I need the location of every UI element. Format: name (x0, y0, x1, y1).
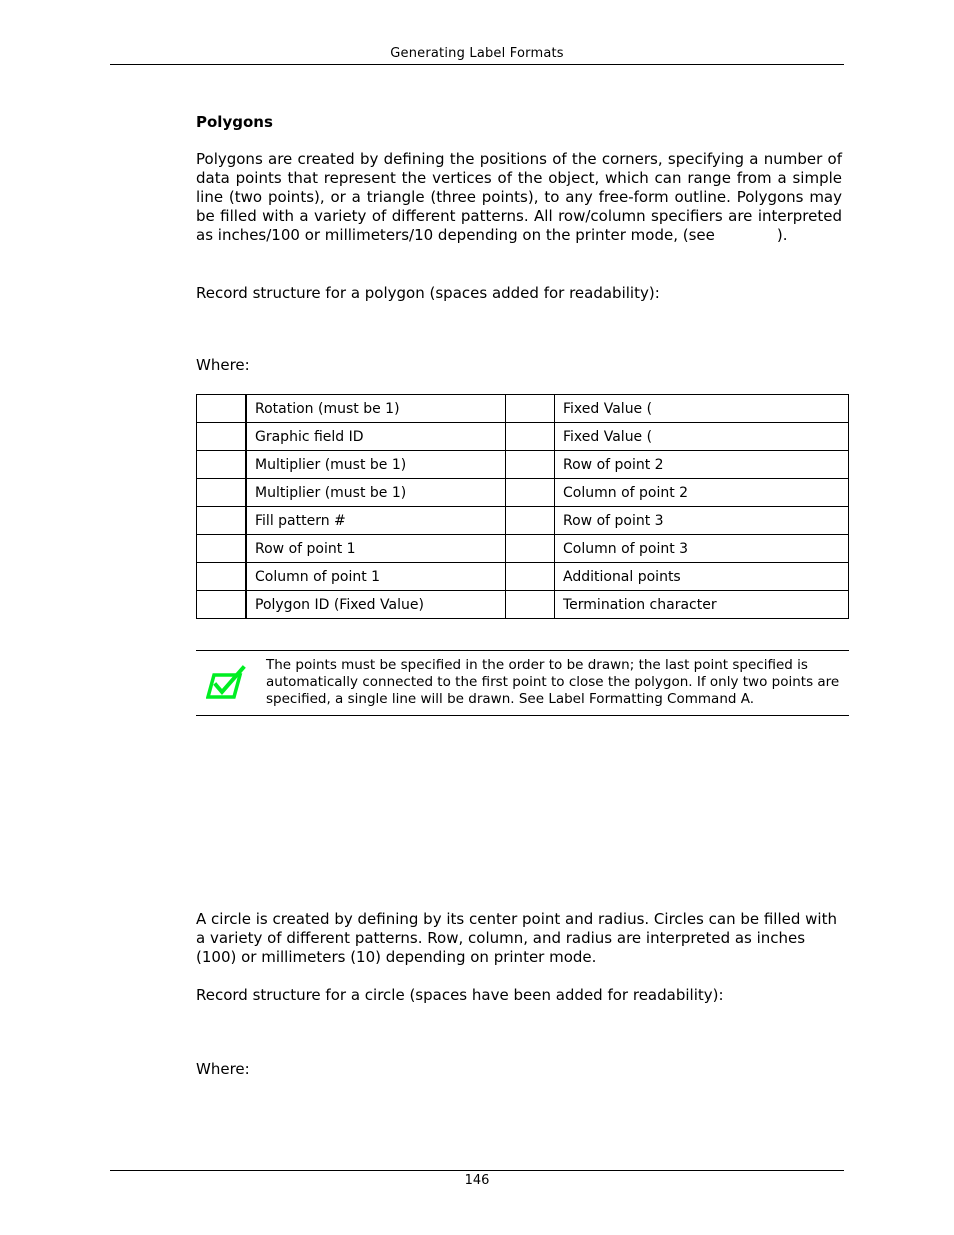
field-code-cell (506, 507, 555, 535)
table-row (197, 507, 849, 535)
field-code-cell (506, 535, 555, 563)
field-description: Fixed Value ( (555, 423, 849, 451)
polygon-where-label: Where: (196, 356, 250, 374)
field-code-cell (506, 591, 555, 619)
field-code-cell (197, 479, 247, 507)
checkbox-check-icon (206, 665, 246, 699)
footer-rule (110, 1170, 844, 1171)
page-number: 146 (464, 1173, 490, 1188)
field-description: Fill pattern # (246, 507, 506, 535)
field-description: Column of point 2 (555, 479, 849, 507)
field-description: Row of point 1 (246, 535, 506, 563)
polygon-intro-end: ). (776, 226, 788, 244)
field-code-cell (197, 507, 247, 535)
field-description: Polygon ID (Fixed Value) (246, 591, 506, 619)
circle-record-structure: Record structure for a circle (spaces have been added for readability): (196, 986, 724, 1004)
table-row (197, 535, 849, 563)
field-code-cell (197, 451, 247, 479)
header-rule (110, 64, 844, 65)
table-row (197, 479, 849, 507)
table-row (197, 591, 849, 619)
field-description: Column of point 1 (246, 563, 506, 591)
field-description: Fixed Value ( (555, 395, 849, 423)
field-code-cell (506, 423, 555, 451)
polygon-intro-paragraph (196, 150, 842, 245)
polygon-record-structure: Record structure for a polygon (spaces added for readability): (196, 284, 660, 302)
field-description: Row of point 2 (555, 451, 849, 479)
field-code-cell (197, 395, 247, 423)
note-box (196, 650, 849, 716)
table-row (197, 451, 849, 479)
page-header-title: Generating Label Formats (390, 46, 564, 61)
section-heading: Polygons (196, 113, 273, 131)
field-description: Graphic field ID (246, 423, 506, 451)
field-code-cell (197, 423, 247, 451)
field-code-cell (506, 395, 555, 423)
table-row (197, 395, 849, 423)
circle-where-label: Where: (196, 1060, 250, 1078)
field-code-cell (506, 451, 555, 479)
circle-intro-paragraph: A circle is created by defining by its center point and radius. Circles can be filled with a variety of different patterns. Row, column, and radius are interpreted as inches (100) or millimeters (10) depending on printer mode. (196, 910, 837, 966)
polygon-intro-text: Polygons are created by defining the positions of the corners, specifying a number of data points that represent the vertices of the object, which can range from a simple line (two points), or a triangle (three points), to any free-form outline. Polygons may be filled with a variety of different patterns. All row/column specifiers are interpreted as inches/100 or millimeters/10 depending on the printer mode, (see (196, 150, 842, 244)
field-description: Row of point 3 (555, 507, 849, 535)
field-description: Column of point 3 (555, 535, 849, 563)
field-description: Rotation (must be 1) (246, 395, 506, 423)
field-description: Termination character (555, 591, 849, 619)
field-description: Additional points (555, 563, 849, 591)
table-row (197, 563, 849, 591)
field-code-cell (197, 563, 247, 591)
table-row (197, 423, 849, 451)
polygon-fields-table (196, 394, 849, 619)
field-code-cell (506, 563, 555, 591)
field-code-cell (197, 591, 247, 619)
field-code-cell (506, 479, 555, 507)
note-text: The points must be specified in the order to be drawn; the last point specified is automatically connected to the first point to close the polygon. If only two points are specified, a single line will be drawn. See Label Formatting Command A. (266, 657, 840, 707)
field-description: Multiplier (must be 1) (246, 451, 506, 479)
field-description: Multiplier (must be 1) (246, 479, 506, 507)
field-code-cell (197, 535, 247, 563)
